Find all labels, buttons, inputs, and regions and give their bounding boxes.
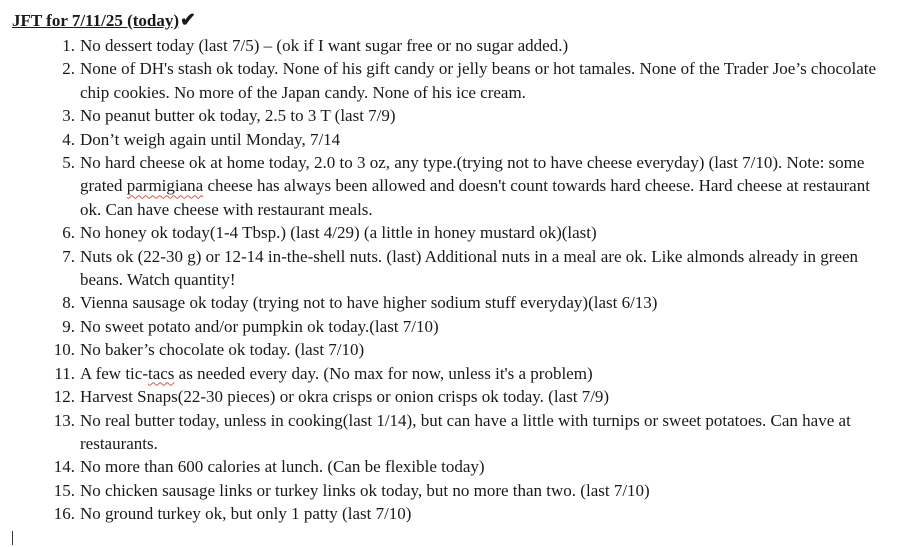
title-text: JFT for 7/11/25 (today) (12, 11, 180, 30)
list-item (12, 291, 890, 314)
list-item-text (80, 504, 411, 523)
text-segment: No more than 600 calories at lunch. (Can be flexible today) (80, 457, 485, 477)
text-segment: No ground turkey ok, but only 1 patty (last 7/10) (80, 504, 412, 524)
list-item-number: 14. (53, 457, 75, 477)
text-segment: Don’t weigh again until Monday, 7/14 (80, 129, 341, 149)
list-item-text (80, 481, 650, 500)
list-item-number: 2. (62, 59, 75, 79)
list-item (12, 104, 890, 127)
list-item (12, 128, 890, 151)
list-item (12, 455, 890, 478)
list-item-number: 6. (62, 223, 75, 243)
list-item (12, 57, 890, 104)
list-item-number: 5. (62, 153, 75, 173)
list-item (12, 315, 890, 338)
list-item (12, 338, 890, 361)
numbered-list (12, 34, 902, 526)
text-segment: cheese has always been allowed and doesn't count towards hard cheese. Hard cheese at restaurant ok. Can have cheese with restaurant meals. (80, 176, 870, 219)
document-title (12, 10, 902, 34)
list-item-text (80, 153, 870, 219)
text-segment: No peanut butter ok today, 2.5 to 3 T (last 7/9) (80, 106, 396, 126)
text-segment: No chicken sausage links or turkey links ok today, but no more than two. (last 7/10) (80, 480, 650, 500)
text-segment: Vienna sausage ok today (trying not to have higher sodium stuff everyday)(last 6/13) (80, 293, 658, 313)
list-item-text (80, 317, 439, 336)
text-segment: None of DH's stash ok today. None of his gift candy or jelly beans or hot tamales. None of the Trader Joe’s chocolate chip cookies. No more of the Japan candy. None of his ice cream. (80, 59, 877, 102)
list-item (12, 409, 890, 456)
text-segment: No baker’s chocolate ok today. (last 7/10) (80, 340, 365, 360)
list-item-number: 16. (53, 504, 75, 524)
list-item-number: 7. (62, 246, 75, 266)
list-item (12, 479, 890, 502)
document-body[interactable] (12, 10, 902, 526)
list-item (12, 385, 890, 408)
text-segment: No hard cheese ok at home today, 2.0 to 3 oz, any type.(trying not to have cheese everyday) (last 7/10). Note: some grated (80, 153, 865, 196)
list-item-number: 11. (54, 363, 75, 383)
list-item-text (80, 364, 593, 383)
text-segment: No sweet potato and/or pumpkin ok today.(last 7/10) (80, 316, 439, 336)
text-segment: as needed every day. (No max for now, unless it's a problem) (174, 363, 593, 383)
list-item-text (80, 293, 657, 312)
text-segment: No dessert today (last 7/5) – (ok if I want sugar free or no sugar added.) (80, 36, 569, 55)
misspelled-word: parmigiana (126, 176, 204, 196)
text-cursor (12, 531, 13, 545)
list-item (12, 245, 890, 292)
text-segment: A few tic- (80, 363, 148, 383)
list-item-text (80, 36, 568, 55)
checkmark-icon: ✔ (180, 10, 196, 31)
list-item-number: 8. (62, 293, 75, 313)
list-item-text (80, 106, 396, 125)
list-item-number: 12. (53, 387, 75, 407)
list-item-number: 3. (62, 106, 75, 126)
list-item-text (80, 411, 851, 453)
list-item-number: 15. (53, 480, 75, 500)
list-item-number: 10. (53, 340, 75, 360)
list-item-text (80, 457, 485, 476)
list-item (12, 151, 890, 221)
list-item-text (80, 130, 340, 149)
list-item (12, 34, 890, 57)
list-item-text (80, 387, 609, 406)
list-item-text (80, 223, 597, 242)
list-item-text (80, 59, 876, 101)
list-item (12, 502, 890, 525)
text-segment: No real butter today, unless in cooking(last 1/14), but can have a little with turnips or sweet potatoes. Can have at restaurants. (80, 410, 851, 453)
text-segment: Nuts ok (22-30 g) or 12-14 in-the-shell nuts. (last) Additional nuts in a meal are ok. Like almonds already in green beans. Watch quantity! (80, 246, 859, 290)
list-item-number: 9. (62, 316, 75, 336)
list-item (12, 362, 890, 385)
list-item-text (80, 247, 858, 289)
list-item-number: 13. (53, 410, 75, 430)
list-item-number: 1. (62, 36, 75, 55)
text-segment: Harvest Snaps(22-30 pieces) or okra crisps or onion crisps ok today. (last 7/9) (80, 387, 610, 407)
list-item-text (80, 340, 364, 359)
text-segment: No honey ok today(1-4 Tbsp.) (last 4/29) (a little in honey mustard ok)(last) (80, 223, 597, 243)
list-item-number: 4. (62, 129, 75, 149)
misspelled-word: tacs (147, 363, 175, 383)
list-item (12, 221, 890, 244)
